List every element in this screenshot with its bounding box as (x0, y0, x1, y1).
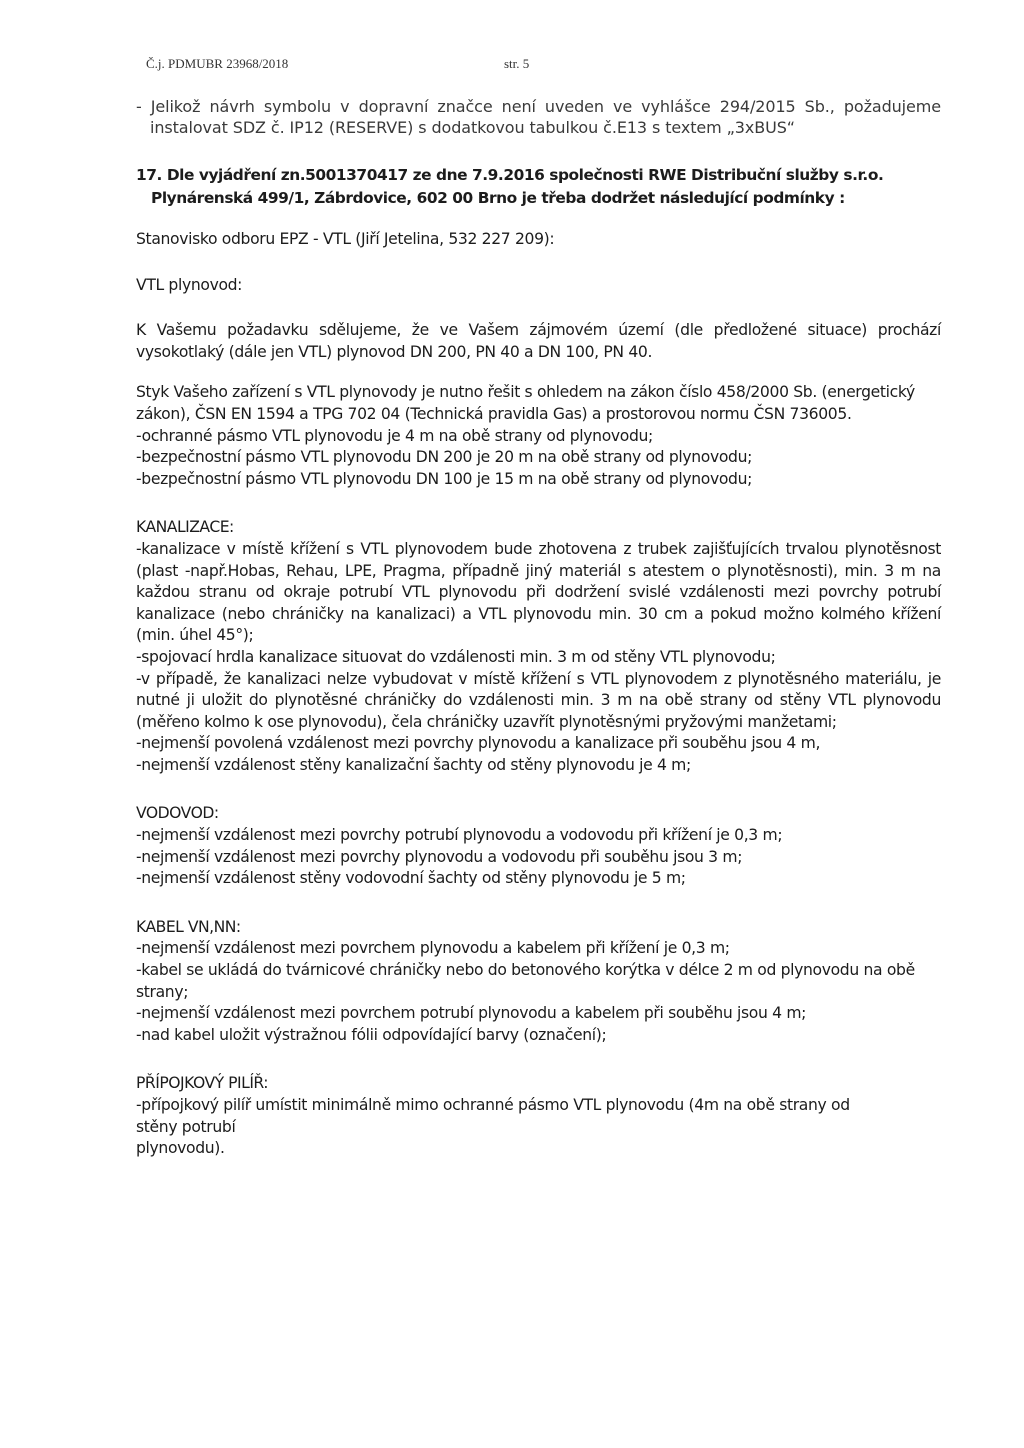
document-reference: Č.j. PDMUBR 23968/2018 (146, 56, 289, 71)
list-item: -přípojkový pilíř umístit minimálně mimo ochranné pásmo VTL plynovodu (4m na obě strany od (136, 1096, 850, 1114)
list-item-continuation: stěny potrubí (136, 1117, 236, 1136)
list-item: -nejmenší vzdálenost stěny vodovodní šachty od stěny plynovodu je 5 m; (136, 869, 686, 888)
list-item: -kabel se ukládá do tvárnicové chráničky nebo do betonového korýtka v délce 2 m od plynovodu na obě strany; (136, 961, 915, 1001)
vodovod-title: VODOVOD: (136, 804, 219, 823)
vodovod-list (136, 825, 941, 890)
pilir-list (136, 1095, 941, 1160)
list-item-continuation: plynovodu). (136, 1139, 225, 1158)
page-number: str. 5 (504, 56, 530, 71)
kanalizace-title: KANALIZACE: (136, 518, 234, 537)
list-item: -v případě, že kanalizaci nelze vybudovat v místě křížení s VTL plynovodem z plynotěsného materiálu, je nutné ji uložit do plynotěsné chráničky do vzdálenosti min. 3 m na obě strany od stěny VTL plynovodu (měřeno kolmo k ose plynovodu), čela chráničky uzavřít plynotěsnými pryžovými manžetami; (136, 669, 941, 731)
list-item: -nejmenší vzdálenost mezi povrchy potrubí plynovodu a vodovodu při křížení je 0,3 m; (136, 826, 783, 845)
list-item: -nejmenší vzdálenost mezi povrchy plynovodu a vodovodu při souběhu jsou 3 m; (136, 847, 743, 866)
list-item: -nejmenší povolená vzdálenost mezi povrchy plynovodu a kanalizace při souběhu jsou 4 m, (136, 734, 821, 753)
list-item: -nejmenší vzdálenost stěny kanalizační šachty od stěny plynovodu je 4 m; (136, 755, 691, 774)
list-item: -kanalizace v místě křížení s VTL plynovodem bude zhotovena z trubek zajišťujících trvalou plynotěsnost (plast -např.Hobas, Rehau, LPE, Pragma, případně jiný materiál s atestem o plynotěsnosti), min. 3 m na každou stranu od okraje potrubí VTL plynovodu při dodržení svislé vzdálenosti mezi povrchy potrubí kanalizace (nebo chráničky na kanalizaci) a VTL plynovodu min. 30 cm a pokud možno kolmého křížení (min. úhel 45°); (136, 539, 941, 645)
kabel-title: KABEL VN,NN: (136, 917, 241, 936)
kabel-list (136, 938, 941, 1046)
list-item: -bezpečnostní pásmo VTL plynovodu DN 100 je 15 m na obě strany od plynovodu; (136, 469, 753, 488)
list-item: -spojovací hrdla kanalizace situovat do vzdálenosti min. 3 m od stěny VTL plynovodu; (136, 647, 776, 666)
list-item: -nejmenší vzdálenost mezi povrchem plynovodu a kabelem při křížení je 0,3 m; (136, 939, 730, 958)
list-item: -nejmenší vzdálenost mezi povrchem potrubí plynovodu a kabelem při souběhu jsou 4 m; (136, 1004, 807, 1023)
styk-paragraph: Styk Vašeho zařízení s VTL plynovody je nutno řešit s ohledem na zákon číslo 458/2000 Sb. (energetický zákon), ČSN EN 1594 a TPG 702 04 (Technická pravidla Gas) a prostorovou normu ČSN 736005. (136, 383, 915, 423)
list-item: -bezpečnostní pásmo VTL plynovodu DN 200 je 20 m na obě strany od plynovodu; (136, 448, 753, 467)
point-17-heading: 17. Dle vyjádření zn.5001370417 ze dne 7.9.2016 společnosti RWE Distribuční služby s.r.o. Plynárenská 499/1, Zábrdovice, 602 00 Brno je třeba dodržet následující podmínky : (136, 166, 884, 207)
list-item: -ochranné pásmo VTL plynovodu je 4 m na obě strany od plynovodu; (136, 426, 653, 445)
list-item: -nad kabel uložit výstražnou fólii odpovídající barvy (označení); (136, 1025, 607, 1044)
pilir-title: PŘÍPOJKOVÝ PILÍŘ: (136, 1074, 269, 1093)
kanalizace-list (136, 539, 941, 777)
intro-item: - Jelikož návrh symbolu v dopravní značce není uveden ve vyhlášce 294/2015 Sb., požadujeme instalovat SDZ č. IP12 (RESERVE) s dodatkovou tabulkou č.E13 s textem „3xBUS“ (136, 97, 941, 137)
protection-zones-list (136, 426, 941, 491)
vtl-paragraph: K Vašemu požadavku sdělujeme, že ve Vašem zájmovém území (dle předložené situace) prochází vysokotlaký (dále jen VTL) plynovod DN 200, PN 40 a DN 100, PN 40. (136, 321, 941, 361)
document-body (136, 96, 941, 1160)
statement-line: Stanovisko odboru EPZ - VTL (Jiří Jetelina, 532 227 209): (136, 230, 555, 248)
page-header (146, 56, 530, 72)
vtl-title: VTL plynovod: (136, 275, 243, 294)
